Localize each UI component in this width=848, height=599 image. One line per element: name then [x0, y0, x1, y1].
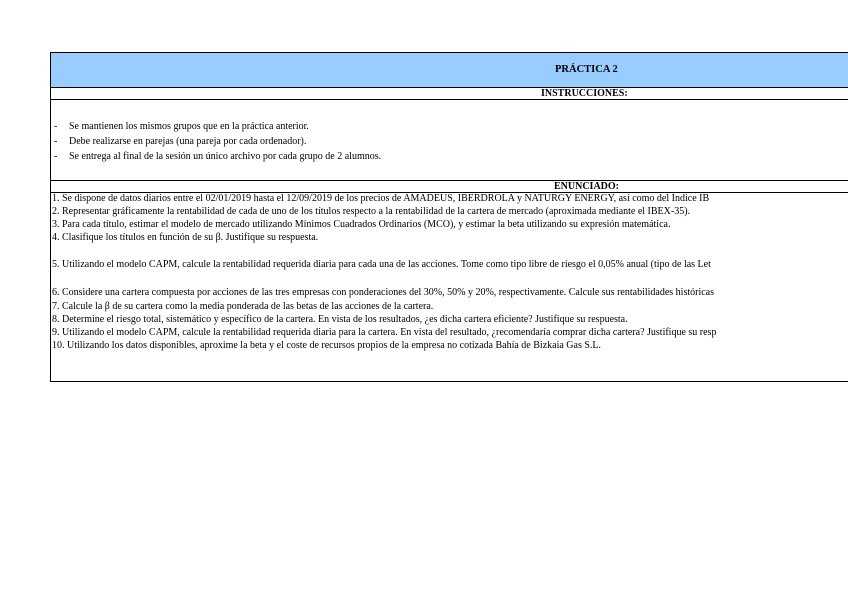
statement-item: 2. Representar gráficamente la rentabilidad de cada de uno de los títulos respecto a la rentabilidad de la cartera de mercado (aproximada mediante el IBEX-35).	[52, 206, 691, 217]
instruction-item: Se entrega al final de la sesión un único archivo por cada grupo de 2 alumnos.	[69, 151, 382, 162]
border-left	[50, 52, 51, 382]
divider-instructions-heading	[50, 99, 848, 100]
instruction-item: Se mantienen los mismos grupos que en la práctica anterior.	[69, 121, 309, 132]
statement-item: 1. Se dispone de datos diarios entre el 02/01/2019 hasta el 12/09/2019 de los precios de AMADEUS, IBERDROLA y NATURGY ENERGY, así como del Índice IB	[52, 193, 710, 204]
statement-item: 7. Calcule la β de su cartera como la media ponderada de las betas de las acciones de la cartera.	[52, 301, 434, 312]
border-bottom	[50, 381, 848, 382]
instructions-heading: INSTRUCCIONES:	[541, 88, 628, 99]
instruction-bullet: -	[54, 136, 58, 147]
statement-item: 10. Utilizando los datos disponibles, aproxime la beta y el coste de recursos propios de la empresa no cotizada Bahía de Bizkaia Gas S.L.	[52, 340, 602, 351]
statement-item: 3. Para cada título, estimar el modelo de mercado utilizando Mínimos Cuadrados Ordinarios (MCO), y estimar la beta utilizando su expresión matemática.	[52, 219, 671, 230]
statement-item: 8. Determine el riesgo total, sistemático y específico de la cartera. En vista de los resultados, ¿es dicha cartera eficiente? Justifique su respuesta.	[52, 314, 628, 325]
statement-heading: ENUNCIADO:	[554, 181, 619, 192]
divider-statement-top	[50, 180, 848, 181]
divider-title	[50, 87, 848, 88]
statement-item: 5. Utilizando el modelo CAPM, calcule la rentabilidad requerida diaria para cada una de las acciones. Tome como tipo libre de riesgo el 0,05% anual (tipo de las Let	[52, 259, 711, 270]
statement-item: 6. Considere una cartera compuesta por acciones de las tres empresas con ponderaciones del 30%, 50% y 20%, respectivamente. Calcule sus rentabilidades históricas	[52, 287, 714, 298]
title-header-fill	[51, 53, 848, 87]
instruction-bullet: -	[54, 121, 58, 132]
border-top	[50, 52, 848, 53]
instruction-bullet: -	[54, 151, 58, 162]
page-title: PRÁCTICA 2	[555, 64, 618, 75]
statement-item: 4. Clasifique los títulos en función de su β. Justifique su respuesta.	[52, 232, 319, 243]
statement-item: 9. Utilizando el modelo CAPM, calcule la rentabilidad requerida diaria para la cartera. En vista del resultado, ¿recomendaría comprar dicha cartera? Justifique su resp	[52, 327, 717, 338]
instruction-item: Debe realizarse en parejas (una pareja por cada ordenador).	[69, 136, 307, 147]
